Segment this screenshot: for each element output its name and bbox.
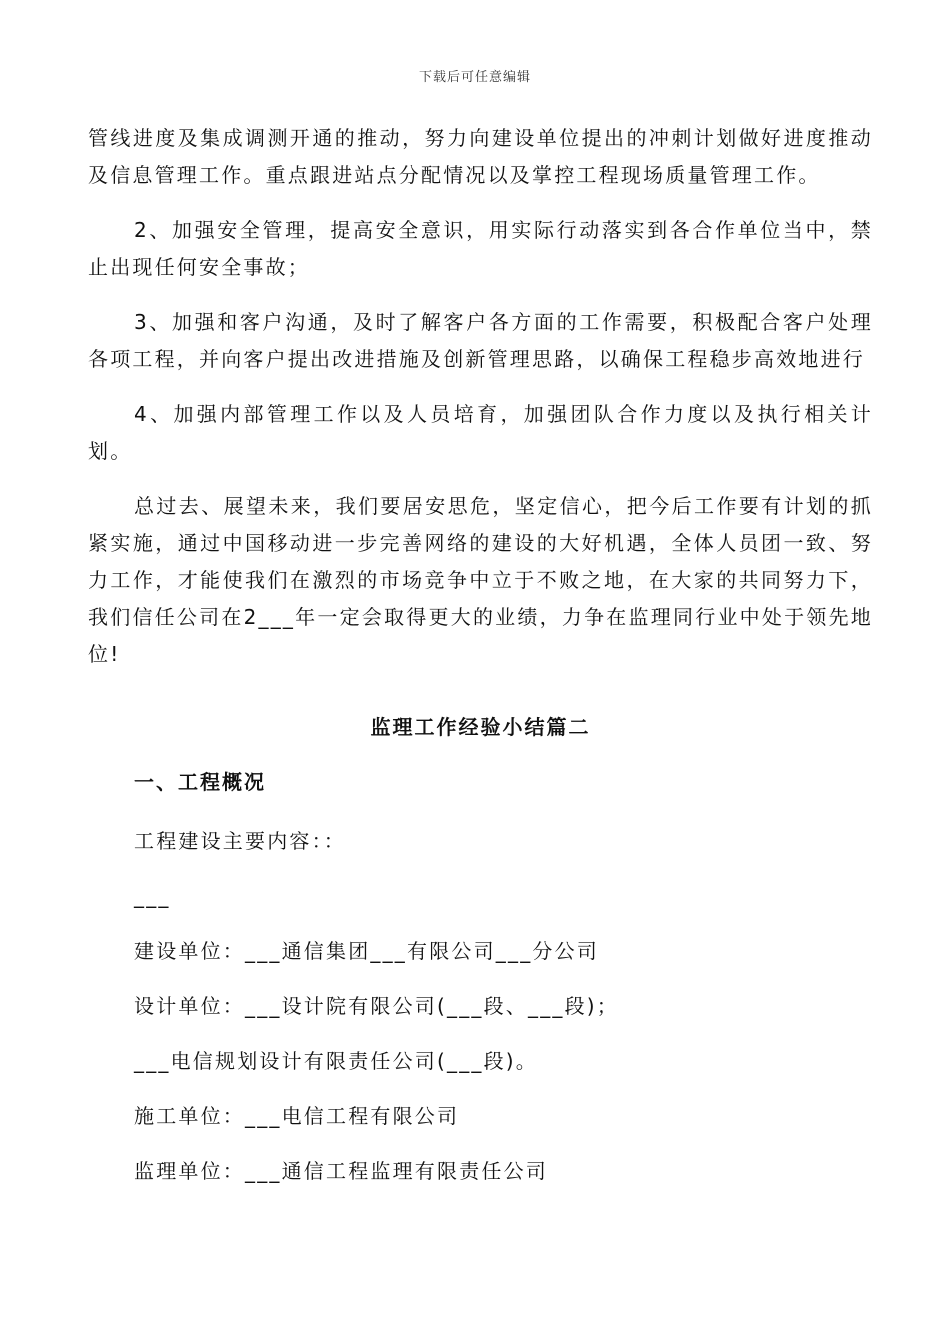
line-supervisor: 监理单位：___通信工程监理有限责任公司	[134, 1159, 548, 1183]
paragraph-internal: 4、加强内部管理工作以及人员培育，加强团队合作力度以及执行相关计划。	[88, 402, 873, 463]
page-header: 下载后可任意编辑	[418, 70, 531, 85]
section-heading: 一、工程概况	[134, 770, 266, 794]
line-contractor: 施工单位：___电信工程有限公司	[134, 1104, 460, 1128]
document-body	[88, 120, 873, 1208]
line-design-unit-2: ___电信规划设计有限责任公司(___段)。	[134, 1049, 539, 1073]
paragraph-client: 3、加强和客户沟通，及时了解客户各方面的工作需要，积极配合客户处理各项工程，并向客户提出改进措施及创新管理思路，以确保工程稳步高效地进行	[88, 310, 873, 371]
line-design-unit: 设计单位：___设计院有限公司(___段、___段)；	[134, 994, 620, 1018]
paragraph-safety: 2、加强安全管理，提高安全意识，用实际行动落实到各合作单位当中，禁止出现任何安全事故；	[88, 218, 873, 279]
paragraph-progress: 管线进度及集成调测开通的推动，努力向建设单位提出的冲刺计划做好进度推动及信息管理工作。重点跟进站点分配情况以及掌控工程现场质量管理工作。	[88, 126, 873, 187]
section-title: 监理工作经验小结篇二	[370, 715, 591, 739]
line-construction-unit: 建设单位：___通信集团___有限公司___分公司	[134, 939, 599, 963]
line-construction-content: 工程建设主要内容：：	[134, 829, 346, 853]
line-blank: ___	[134, 884, 171, 908]
paragraph-summary: 总过去、展望未来，我们要居安思危，坚定信心，把今后工作要有计划的抓紧实施，通过中国移动进一步完善网络的建设的大好机遇，全体人员团一致、努力工作，才能使我们在激烈的市场竞争中立于不败之地，在大家的共同努力下，我们信任公司在2___年一定会取得更大的业绩，力争在监理同行业中处于领先地位!	[88, 494, 873, 666]
